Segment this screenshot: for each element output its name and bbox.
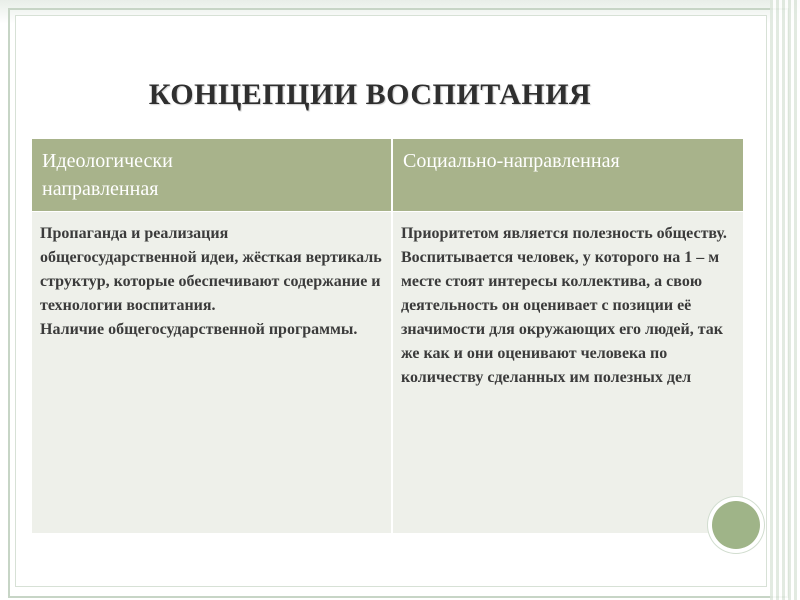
cell-ideological-description [32, 211, 393, 533]
table-body-row [32, 211, 743, 533]
cell-social-description [393, 211, 743, 533]
social-paragraph-1: Приоритетом является полезность обществу. Воспитывается человек, у которого на 1 – м месте стоят интересы коллектива, а свою деятельность он оценивает с позиции её значимости для окружающих его людей, так же как и они оценивают человека по количеству сделанных им полезных дел [400, 225, 727, 386]
concepts-table [31, 138, 744, 532]
table-header-row [32, 139, 743, 211]
ideological-paragraph-1: Пропаганда и реализация общегосударственной идеи, жёсткая вертикаль структур, которые обеспечивают содержание и технологии воспитания. [40, 225, 382, 314]
ideological-paragraph-2: Наличие общегосударственной программы. [40, 321, 358, 338]
slide-title: КОНЦЕПЦИИ ВОСПИТАНИЯ [148, 78, 592, 111]
header-social [393, 139, 743, 211]
corner-circle-decoration [712, 501, 760, 549]
right-stripe-decoration [770, 0, 800, 600]
header-ideological [32, 139, 393, 211]
header-social-label: Социально-направленная [402, 150, 620, 172]
header-ideological-label: Идеологически направленная [42, 150, 173, 200]
